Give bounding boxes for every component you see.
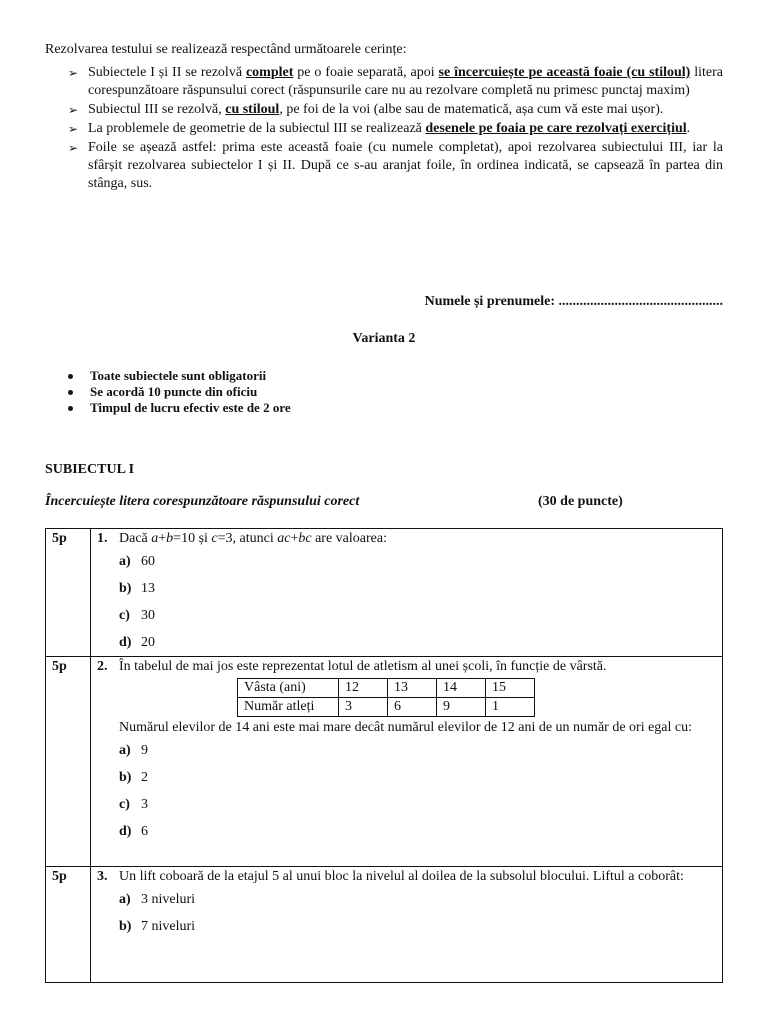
option-text: 3 xyxy=(141,797,148,812)
requirement-text: , pe foi de la voi (albe sau de matematică, așa cum vă este mai ușor). xyxy=(279,102,664,117)
question-body xyxy=(91,529,723,657)
rules-list xyxy=(68,368,291,416)
answer-option[interactable] xyxy=(119,737,714,764)
answer-option[interactable] xyxy=(119,886,714,913)
question-row xyxy=(46,529,723,657)
question-text xyxy=(97,658,714,676)
requirement-item xyxy=(68,139,723,193)
intro-text: Rezolvarea testului se realizează respectând următoarele cerințe: xyxy=(45,42,407,57)
table-header-cell: Vâsta (ani) xyxy=(238,679,339,698)
requirement-text: Subiectul III se rezolvă, xyxy=(88,102,226,117)
rule-item: Timpul de lucru efectiv este de 2 ore xyxy=(68,400,291,416)
option-letter[interactable]: b) xyxy=(119,581,132,596)
requirement-text: Foile se așează astfel: prima este această foaie (cu numele completat), apoi rezolvarea subiectului III, iar la sfârșit rezolvarea subiectelor I și II. După ce s-au aranjat foile, în ordinea indicată, se capsează în partea din stânga, sus. xyxy=(88,140,723,191)
option-letter[interactable]: a) xyxy=(119,743,131,758)
question-text xyxy=(97,530,714,548)
option-letter[interactable]: a) xyxy=(119,892,131,907)
answer-options xyxy=(97,548,714,656)
emphasis-text: cu stiloul xyxy=(225,102,280,117)
requirement-text: Subiectele I și II se rezolvă xyxy=(88,65,246,80)
arrow-bullet-icon: ➢ xyxy=(68,103,79,117)
points-total: (30 de puncte) xyxy=(538,494,623,509)
table-cell: 1 xyxy=(486,698,535,717)
subject-title: SUBIECTUL I xyxy=(45,462,135,477)
option-letter[interactable]: b) xyxy=(119,919,132,934)
table-cell: 15 xyxy=(486,679,535,698)
arrow-bullet-icon: ➢ xyxy=(68,141,79,155)
question-statement: În tabelul de mai jos este reprezentat lotul de atletism al unei școli, în funcție de vârstă. xyxy=(119,659,607,674)
emphasis-text: complet xyxy=(245,65,294,80)
answer-option[interactable] xyxy=(119,548,714,575)
option-text: 2 xyxy=(141,770,148,785)
option-letter[interactable]: b) xyxy=(119,770,132,785)
requirements-list xyxy=(68,64,723,194)
question-statement: Un lift coboară de la etajul 5 al unui bloc la nivelul al doilea de la subsolul blocului. Liftul a coborât: xyxy=(119,869,684,884)
option-text: 60 xyxy=(141,554,155,569)
table-header-cell: Număr atleți xyxy=(238,698,339,717)
question-statement: Dacă a+b=10 și c=3, atunci ac+bc are valoarea: xyxy=(119,531,387,546)
question-points: 5p xyxy=(46,867,91,983)
rule-item: Toate subiectele sunt obligatorii xyxy=(68,368,291,384)
table-cell: 13 xyxy=(388,679,437,698)
requirement-text: pe o foaie separată, apoi xyxy=(293,65,439,80)
table-cell: 12 xyxy=(339,679,388,698)
arrow-bullet-icon: ➢ xyxy=(68,66,79,80)
table-cell: 6 xyxy=(388,698,437,717)
question-points: 5p xyxy=(46,529,91,657)
option-text: 20 xyxy=(141,635,155,650)
question-number: 2. xyxy=(97,659,108,674)
requirement-text: La problemele de geometrie de la subiectul III se realizează xyxy=(88,121,426,136)
table-cell: 14 xyxy=(437,679,486,698)
question-followup-text: Numărul elevilor de 14 ani este mai mare decât numărul elevilor de 12 ani de un număr de ori egal cu: xyxy=(119,720,693,735)
emphasis-text: desenele pe foaia pe care rezolvați exercițiul xyxy=(425,121,687,136)
option-text: 6 xyxy=(141,824,148,839)
option-letter[interactable]: d) xyxy=(119,824,132,839)
question-points: 5p xyxy=(46,657,91,867)
option-text: 30 xyxy=(141,608,155,623)
arrow-bullet-icon: ➢ xyxy=(68,122,79,136)
question-body xyxy=(91,867,723,983)
question-row xyxy=(46,867,723,983)
answer-option[interactable] xyxy=(119,602,714,629)
option-letter[interactable]: d) xyxy=(119,635,132,650)
question-text xyxy=(97,868,714,886)
rule-item: Se acordă 10 puncte din oficiu xyxy=(68,384,291,400)
questions-table xyxy=(45,528,723,983)
question-number: 3. xyxy=(97,869,108,884)
option-letter[interactable]: c) xyxy=(119,608,130,623)
table-cell: 9 xyxy=(437,698,486,717)
option-text: 3 niveluri xyxy=(141,892,196,907)
question-row xyxy=(46,657,723,867)
requirement-item xyxy=(68,120,723,138)
option-text: 13 xyxy=(141,581,155,596)
name-field-line[interactable]: Numele și prenumele: ............................................... xyxy=(424,294,723,309)
requirement-item xyxy=(68,64,723,100)
answer-option[interactable] xyxy=(119,764,714,791)
emphasis-text: se încercuiește pe această foaie (cu stiloul) xyxy=(438,65,691,80)
requirement-item xyxy=(68,101,723,119)
question-body xyxy=(91,657,723,867)
answer-options xyxy=(97,737,714,845)
instruction-text: Încercuiește litera corespunzătoare răspunsului corect xyxy=(45,494,360,509)
option-letter[interactable]: c) xyxy=(119,797,130,812)
answer-option[interactable] xyxy=(119,818,714,845)
option-letter[interactable]: a) xyxy=(119,554,131,569)
age-table xyxy=(237,678,535,717)
option-text: 7 niveluri xyxy=(141,919,196,934)
answer-option[interactable] xyxy=(119,629,714,656)
question-number: 1. xyxy=(97,531,108,546)
variant-title: Varianta 2 xyxy=(352,331,416,346)
answer-options xyxy=(97,886,714,940)
answer-option[interactable] xyxy=(119,575,714,602)
requirement-text: litera corespunzătoare răspunsului corect (răspunsurile care nu au rezolvare completă nu primesc punctaj maxim) xyxy=(88,65,723,98)
answer-option[interactable] xyxy=(119,791,714,818)
answer-option[interactable] xyxy=(119,913,714,940)
table-cell: 3 xyxy=(339,698,388,717)
option-text: 9 xyxy=(141,743,148,758)
requirement-text: . xyxy=(686,121,691,136)
